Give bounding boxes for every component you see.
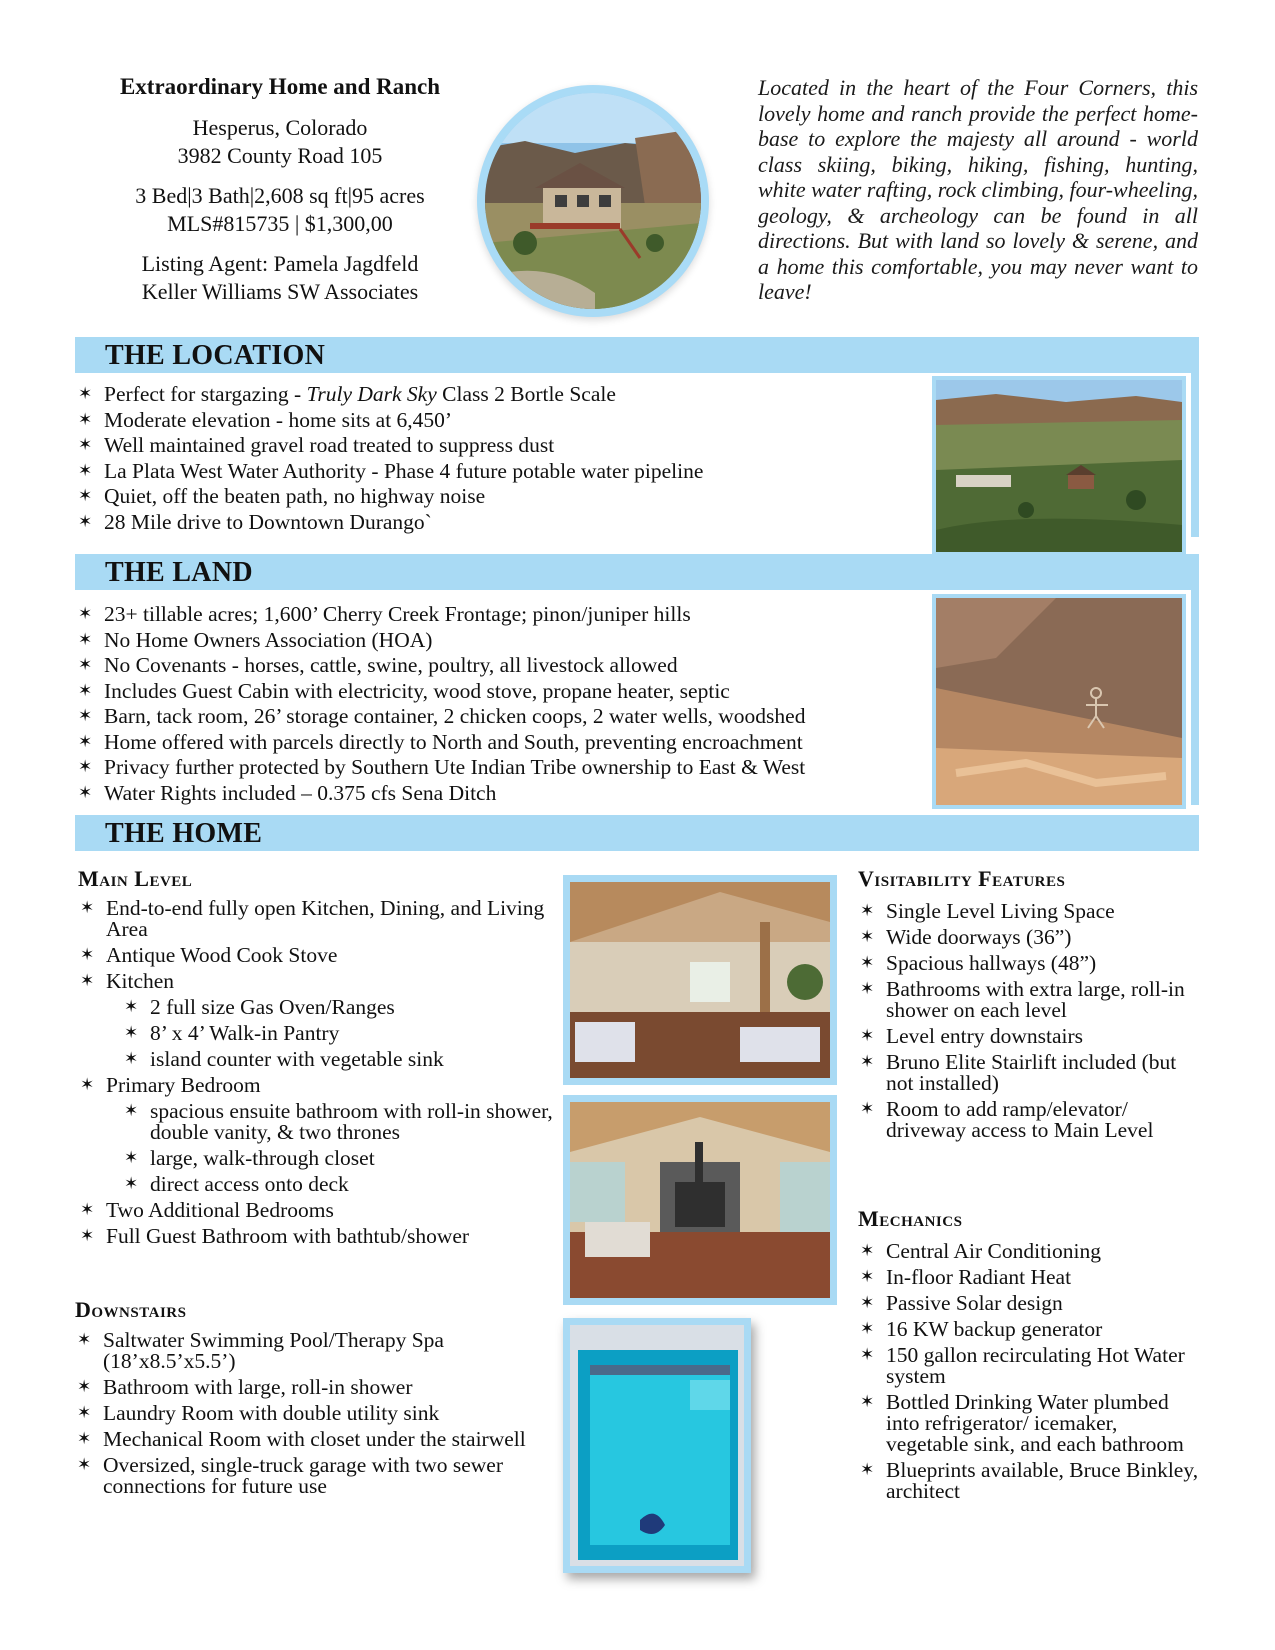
- list-item: ✶ Central Air Conditioning: [860, 1241, 1205, 1262]
- home-section-bar: [75, 815, 1199, 851]
- list-item: ✶ 150 gallon recirculating Hot Water system: [860, 1345, 1205, 1387]
- list-item: ✶ 8’ x 4’ Walk-in Pantry: [124, 1023, 555, 1044]
- land-list: [78, 602, 918, 806]
- list-item: ✶ Moderate elevation - home sits at 6,450’: [78, 408, 908, 434]
- list-item: ✶ 2 full size Gas Oven/Ranges: [124, 997, 555, 1018]
- list-item: ✶ Water Rights included – 0.375 cfs Sena Ditch: [78, 781, 918, 807]
- listing-agent: Listing Agent: Pamela Jagdfeld: [141, 251, 419, 276]
- list-item: ✶ Room to add ramp/elevator/ driveway access to Main Level: [860, 1099, 1205, 1141]
- listing-mls-price: MLS#815735 | $1,300,00: [167, 211, 393, 236]
- listing-summary: [75, 74, 485, 306]
- list-item: ✶ large, walk-through closet: [124, 1148, 555, 1169]
- house-exterior-photo: [477, 85, 709, 317]
- main-level-heading: Main Level: [78, 866, 193, 891]
- location-heading: THE LOCATION: [105, 340, 326, 371]
- list-item: ✶ Single Level Living Space: [860, 901, 1205, 922]
- listing-address: 3982 County Road 105: [177, 143, 383, 168]
- list-item: ✶ Oversized, single-truck garage with two sewer connections for future use: [77, 1455, 532, 1497]
- list-item: ✶ Mechanical Room with closet under the stairwell: [77, 1429, 532, 1450]
- list-item: ✶ Well maintained gravel road treated to suppress dust: [78, 433, 908, 459]
- list-item: ✶ No Covenants - horses, cattle, swine, poultry, all livestock allowed: [78, 653, 918, 679]
- list-item: ✶ Barn, tack room, 26’ storage container, 2 chicken coops, 2 water wells, woodshed: [78, 704, 918, 730]
- wood-stove-room-photo: [563, 1095, 837, 1305]
- list-item: ✶ Two Additional Bedrooms: [80, 1200, 555, 1221]
- downstairs-heading: Downstairs: [75, 1297, 187, 1322]
- downstairs-list: [77, 1330, 532, 1502]
- list-item: ✶ Level entry downstairs: [860, 1026, 1205, 1047]
- list-item: ✶ Antique Wood Cook Stove: [80, 945, 555, 966]
- list-item: ✶ Primary Bedroom: [80, 1075, 555, 1096]
- location-list: [78, 382, 908, 535]
- visitability-heading: Visitability Features: [858, 866, 1066, 891]
- list-item: ✶ Bathrooms with extra large, roll-in shower on each level: [860, 979, 1205, 1021]
- mechanics-heading: Mechanics: [858, 1206, 963, 1231]
- living-area-photo: [563, 875, 837, 1085]
- land-section-bar: [75, 554, 1199, 590]
- list-item: ✶ Includes Guest Cabin with electricity, wood stove, propane heater, septic: [78, 679, 918, 705]
- home-heading: THE HOME: [105, 818, 263, 849]
- petroglyph-photo: [932, 594, 1186, 809]
- list-item: ✶ Passive Solar design: [860, 1293, 1205, 1314]
- list-item: ✶ Perfect for stargazing - Truly Dark Sky Class 2 Bortle Scale: [78, 382, 908, 408]
- list-item: ✶ spacious ensuite bathroom with roll-in shower, double vanity, & two thrones: [124, 1101, 555, 1143]
- list-item: ✶ Home offered with parcels directly to North and South, preventing encroachment: [78, 730, 918, 756]
- list-item: ✶ Wide doorways (36”): [860, 927, 1205, 948]
- list-item: ✶ Blueprints available, Bruce Binkley, architect: [860, 1460, 1205, 1502]
- list-item: ✶ Bottled Drinking Water plumbed into refrigerator/ icemaker, vegetable sink, and each bathroom: [860, 1392, 1205, 1455]
- list-item: ✶ island counter with vegetable sink: [124, 1049, 555, 1070]
- listing-city: Hesperus, Colorado: [192, 115, 368, 140]
- listing-title: Extraordinary Home and Ranch: [119, 74, 441, 99]
- mechanics-list: [860, 1241, 1205, 1507]
- list-item: ✶ La Plata West Water Authority - Phase 4 future potable water pipeline: [78, 459, 908, 485]
- list-item: ✶ 23+ tillable acres; 1,600’ Cherry Creek Frontage; pinon/juniper hills: [78, 602, 918, 628]
- list-item: ✶ direct access onto deck: [124, 1174, 555, 1195]
- list-item: ✶ No Home Owners Association (HOA): [78, 628, 918, 654]
- list-item: ✶ 28 Mile drive to Downtown Durango`: [78, 510, 908, 536]
- list-item: ✶ Laundry Room with double utility sink: [77, 1403, 532, 1424]
- list-item: ✶ End-to-end fully open Kitchen, Dining, and Living Area: [80, 898, 555, 940]
- visitability-list: [860, 901, 1205, 1146]
- list-item: ✶ Quiet, off the beaten path, no highway noise: [78, 484, 908, 510]
- list-item: ✶ Full Guest Bathroom with bathtub/shower: [80, 1226, 555, 1247]
- list-item: ✶ Bathroom with large, roll-in shower: [77, 1377, 532, 1398]
- list-item: ✶ 16 KW backup generator: [860, 1319, 1205, 1340]
- intro-paragraph: Located in the heart of the Four Corners, this lovely home and ranch provide the perfect home-base to explore the majesty all around - world class skiing, biking, hiking, fishing, hunting, white water rafting, rock climbing, four-wheeling, geology, & archeology can be found in all directions. But with land so lovely & serene, and a home this comfortable, you may never want to leave!: [758, 75, 1198, 304]
- listing-brokerage: Keller Williams SW Associates: [141, 279, 419, 304]
- list-item: ✶ Privacy further protected by Southern Ute Indian Tribe ownership to East & West: [78, 755, 918, 781]
- list-item: ✶ Spacious hallways (48”): [860, 953, 1205, 974]
- pool-photo: [563, 1318, 751, 1573]
- main-level-list: [80, 898, 555, 1252]
- list-item: ✶ Kitchen: [80, 971, 555, 992]
- list-item: ✶ Saltwater Swimming Pool/Therapy Spa (18’x8.5’x5.5’): [77, 1330, 532, 1372]
- land-heading: THE LAND: [105, 557, 253, 588]
- list-item: ✶ Bruno Elite Stairlift included (but not installed): [860, 1052, 1205, 1094]
- location-section-bar: [75, 337, 1199, 373]
- list-item: ✶ In-floor Radiant Heat: [860, 1267, 1205, 1288]
- listing-specs: 3 Bed|3 Bath|2,608 sq ft|95 acres: [135, 183, 425, 208]
- ranch-aerial-photo: [932, 376, 1186, 556]
